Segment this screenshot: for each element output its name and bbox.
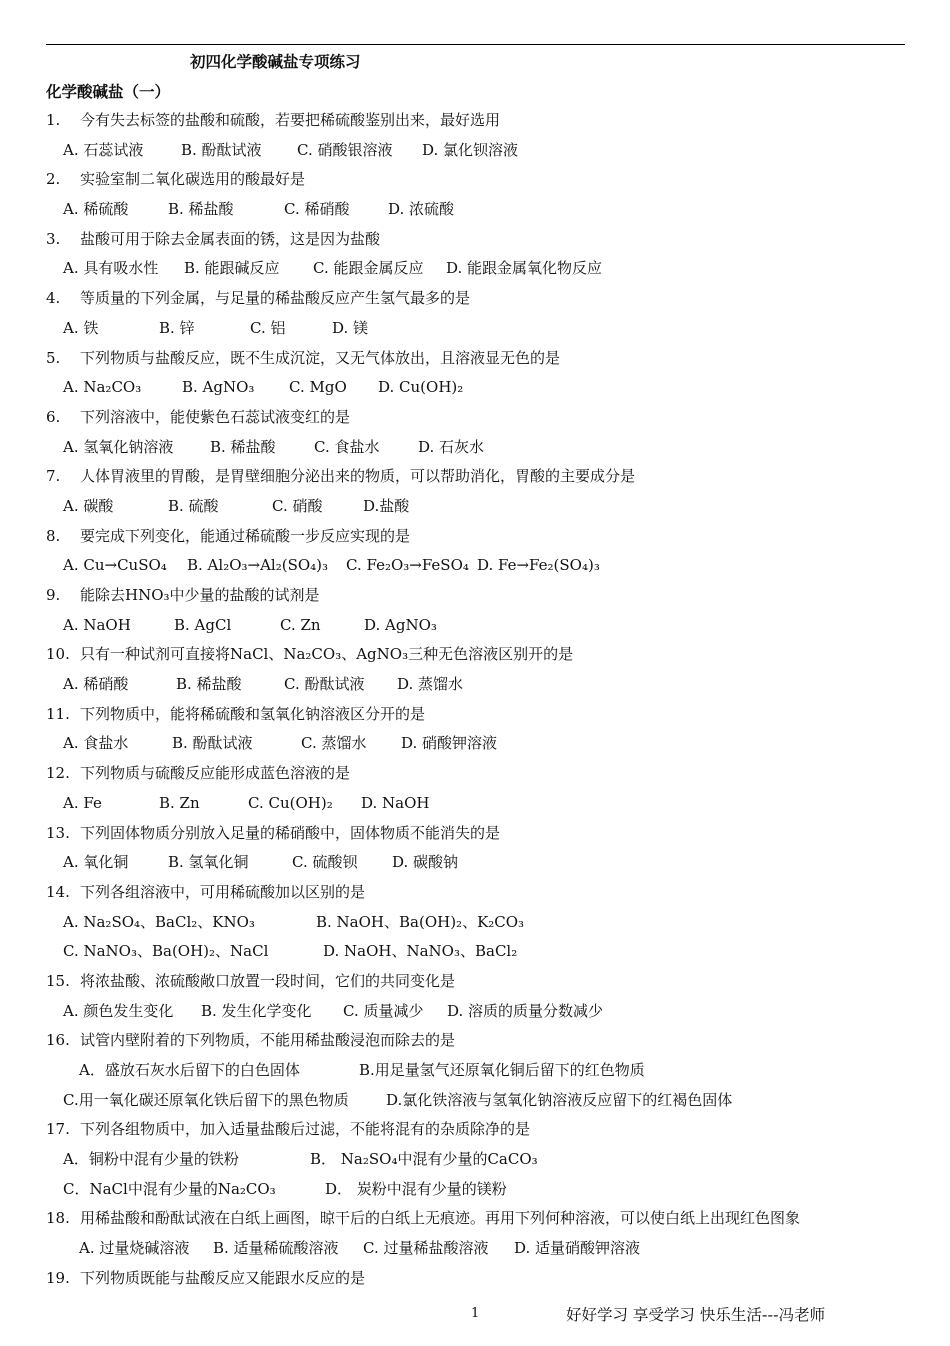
answer-option: D.氯化铁溶液与氢氧化钠溶液反应留下的红褐色固体	[386, 1090, 733, 1109]
answer-option: D. 蒸馏水	[397, 675, 464, 694]
answer-option: B. 锌	[159, 318, 195, 337]
option-row	[46, 433, 916, 463]
question-stem	[46, 462, 916, 492]
question-text: 下列各组溶液中，可用稀硫酸加以区别的是	[80, 882, 366, 901]
question-number: 2.	[46, 170, 61, 189]
answer-option: B. 酚酞试液	[172, 734, 253, 753]
answer-option: A. Fe	[63, 793, 102, 812]
answer-option: B.用足量氢气还原氧化铜后留下的红色物质	[359, 1061, 645, 1079]
answer-option: C. Cu(OH)₂	[248, 793, 333, 812]
answer-option: C. 食盐水	[314, 437, 380, 456]
question-stem	[46, 581, 916, 611]
question-stem	[46, 522, 916, 552]
question-text: 要完成下列变化，能通过稀硫酸一步反应实现的是	[80, 526, 411, 545]
option-row	[46, 611, 916, 641]
option-row	[46, 848, 916, 878]
answer-option: A．盛放石灰水后留下的白色固体	[79, 1061, 300, 1079]
question-text: 能除去HNO₃中少量的盐酸的试剂是	[80, 586, 320, 604]
answer-option: C. 酚酞试液	[284, 675, 365, 694]
question-number: 4.	[46, 289, 61, 308]
answer-option: D. 石灰水	[418, 437, 485, 456]
answer-option: D. 氯化钡溶液	[422, 140, 519, 159]
answer-option: B. Zn	[159, 793, 200, 812]
answer-option: A. 氧化铜	[63, 853, 129, 872]
question-text: 下列溶液中，能使紫色石蕊试液变红的是	[80, 407, 351, 426]
question-stem	[46, 1026, 916, 1056]
option-row	[46, 729, 916, 759]
answer-option: C. 硝酸银溶液	[297, 140, 393, 159]
question-stem	[46, 640, 916, 670]
question-text: 下列各组物质中，加入适量盐酸后过滤，不能将混有的杂质除净的是	[80, 1120, 531, 1139]
answer-option: C.用一氧化碳还原氧化铁后留下的黑色物质	[63, 1090, 349, 1109]
question-stem	[46, 878, 916, 908]
option-row	[46, 1175, 916, 1205]
question-number: 14.	[46, 882, 70, 901]
header-rule	[46, 44, 905, 45]
answer-option: A. 食盐水	[63, 734, 129, 753]
question-stem	[46, 967, 916, 997]
answer-option: A. 过量烧碱溶液	[79, 1239, 190, 1258]
answer-option: A. 稀硫酸	[63, 200, 129, 219]
option-row	[46, 136, 916, 166]
question-number: 1.	[46, 111, 61, 129]
answer-option: C. 铝	[250, 318, 286, 337]
question-text: 今有失去标签的盐酸和硫酸，若要把稀硫酸鉴别出来，最好选用	[80, 111, 501, 129]
page-title: 初四化学酸碱盐专项练习	[190, 52, 361, 71]
answer-option: B. Al₂O₃→Al₂(SO₄)₃	[187, 556, 329, 575]
question-text: 下列物质既能与盐酸反应又能跟水反应的是	[80, 1268, 366, 1287]
answer-option: B. 发生化学变化	[201, 1001, 312, 1020]
question-text: 实验室制二氧化碳选用的酸最好是	[80, 170, 306, 189]
answer-option: A. 碳酸	[63, 496, 114, 515]
question-text: 盐酸可用于除去金属表面的锈，这是因为盐酸	[80, 229, 381, 248]
option-row	[46, 1086, 916, 1116]
answer-option: D. 溶质的质量分数减少	[447, 1001, 604, 1020]
question-stem	[46, 1264, 916, 1294]
question-number: 5.	[46, 348, 61, 367]
question-text: 只有一种试剂可直接将NaCl、Na₂CO₃、AgNO₃三种无色溶液区别开的是	[80, 645, 574, 664]
answer-option: C. 能跟金属反应	[313, 259, 424, 278]
question-number: 13.	[46, 823, 70, 842]
option-row	[46, 1056, 916, 1086]
answer-option: C. MgO	[289, 378, 347, 397]
question-text: 下列物质与盐酸反应，既不生成沉淀，又无气体放出，且溶液显无色的是	[80, 348, 561, 367]
answer-option: D.盐酸	[363, 496, 410, 515]
question-stem	[46, 344, 916, 374]
question-text: 人体胃液里的胃酸，是胃壁细胞分泌出来的物质，可以帮助消化，胃酸的主要成分是	[80, 467, 636, 486]
answer-option: A．铜粉中混有少量的铁粉	[63, 1150, 239, 1169]
answer-option: D. Fe→Fe₂(SO₄)₃	[477, 556, 600, 575]
question-number: 9.	[46, 586, 61, 604]
answer-option: D. NaOH、NaNO₃、BaCl₂	[323, 942, 518, 961]
question-stem	[46, 225, 916, 255]
option-row	[46, 908, 916, 938]
question-stem	[46, 106, 916, 136]
answer-option: B. 能跟碱反应	[184, 259, 280, 278]
answer-option: C. 过量稀盐酸溶液	[363, 1239, 489, 1258]
answer-option: B. 稀盐酸	[168, 200, 234, 219]
answer-option: A. Cu→CuSO₄	[63, 556, 167, 575]
question-text: 下列物质中，能将稀硫酸和氢氧化钠溶液区分开的是	[80, 704, 426, 723]
answer-option: C. Fe₂O₃→FeSO₄	[346, 556, 469, 575]
question-text: 下列固体物质分别放入足量的稀硝酸中，固体物质不能消失的是	[80, 823, 501, 842]
answer-option: C. 硝酸	[272, 496, 323, 515]
answer-option: D. 镁	[332, 318, 369, 337]
answer-option: B. AgCl	[174, 615, 232, 634]
question-text: 将浓盐酸、浓硫酸敞口放置一段时间，它们的共同变化是	[80, 971, 456, 990]
question-number: 10.	[46, 645, 70, 664]
answer-option: B. 酚酞试液	[181, 140, 262, 159]
question-number: 18.	[46, 1209, 70, 1228]
question-number: 3.	[46, 229, 61, 248]
question-stem	[46, 1115, 916, 1145]
question-stem	[46, 700, 916, 730]
option-row	[46, 254, 916, 284]
question-text: 下列物质与硫酸反应能形成蓝色溶液的是	[80, 764, 351, 783]
question-number: 16.	[46, 1031, 70, 1050]
answer-option: B. NaOH、Ba(OH)₂、K₂CO₃	[316, 912, 525, 931]
question-number: 12.	[46, 764, 70, 783]
option-row	[46, 789, 916, 819]
question-list	[46, 106, 916, 1294]
answer-option: A. 铁	[63, 318, 99, 337]
answer-option: D. 能跟金属氧化物反应	[446, 259, 603, 278]
answer-option: B. 稀盐酸	[176, 675, 242, 694]
answer-option: B. AgNO₃	[182, 378, 255, 397]
question-number: 11.	[46, 704, 70, 723]
option-row	[46, 1145, 916, 1175]
question-number: 17.	[46, 1120, 70, 1139]
footer-motto: 好好学习 享受学习 快乐生活---冯老师	[566, 1306, 826, 1324]
answer-option: D. AgNO₃	[364, 615, 437, 634]
option-row	[46, 195, 916, 225]
answer-option: C. 硫酸钡	[292, 853, 358, 872]
answer-option: A. 石蕊试液	[63, 140, 144, 159]
question-stem	[46, 165, 916, 195]
question-stem	[46, 819, 916, 849]
answer-option: B. 适量稀硫酸溶液	[213, 1239, 339, 1258]
answer-option: B. 硫酸	[168, 496, 219, 515]
answer-option: A. Na₂CO₃	[63, 378, 142, 397]
section-heading: 化学酸碱盐（一）	[46, 82, 171, 101]
question-stem	[46, 403, 916, 433]
question-stem	[46, 284, 916, 314]
page-number: 1	[471, 1306, 480, 1321]
answer-option: D. 适量硝酸钾溶液	[514, 1239, 641, 1258]
answer-option: D． 炭粉中混有少量的镁粉	[325, 1179, 507, 1198]
answer-option: D. 碳酸钠	[392, 853, 459, 872]
answer-option: A. NaOH	[63, 615, 131, 634]
answer-option: D. 浓硫酸	[388, 200, 455, 219]
question-stem	[46, 759, 916, 789]
question-text: 试管内壁附着的下列物质，不能用稀盐酸浸泡而除去的是	[80, 1031, 456, 1050]
answer-option: C．NaCl中混有少量的Na₂CO₃	[63, 1179, 276, 1198]
answer-option: C. 稀硝酸	[284, 200, 350, 219]
answer-option: C. Zn	[280, 615, 321, 634]
answer-option: D. 硝酸钾溶液	[401, 734, 498, 753]
option-row	[46, 937, 916, 967]
question-number: 8.	[46, 526, 61, 545]
question-number: 7.	[46, 467, 61, 486]
answer-option: D. Cu(OH)₂	[378, 378, 464, 397]
answer-option: A. 具有吸水性	[63, 259, 159, 278]
option-row	[46, 670, 916, 700]
answer-option: C. 蒸馏水	[301, 734, 367, 753]
option-row	[46, 492, 916, 522]
answer-option: A. Na₂SO₄、BaCl₂、KNO₃	[63, 912, 255, 931]
answer-option: B. 稀盐酸	[210, 437, 276, 456]
option-row	[46, 551, 916, 581]
option-row	[46, 373, 916, 403]
question-number: 19.	[46, 1268, 70, 1287]
answer-option: A. 稀硝酸	[63, 675, 129, 694]
question-text: 用稀盐酸和酚酞试液在白纸上画图，晾干后的白纸上无痕迹。再用下列何种溶液，可以使白纸上出现红色图象	[80, 1209, 801, 1228]
question-stem	[46, 1204, 916, 1234]
option-row	[46, 1234, 916, 1264]
answer-option: C. 质量减少	[343, 1001, 424, 1020]
answer-option: D. NaOH	[361, 793, 430, 812]
answer-option: C. NaNO₃、Ba(OH)₂、NaCl	[63, 942, 269, 961]
answer-option: B． Na₂SO₄中混有少量的CaCO₃	[310, 1150, 538, 1169]
answer-option: B. 氢氧化铜	[168, 853, 249, 872]
option-row	[46, 314, 916, 344]
question-number: 6.	[46, 407, 61, 426]
answer-option: A. 颜色发生变化	[63, 1001, 174, 1020]
question-text: 等质量的下列金属，与足量的稀盐酸反应产生氢气最多的是	[80, 289, 471, 308]
question-number: 15.	[46, 971, 70, 990]
option-row	[46, 997, 916, 1027]
answer-option: A. 氢氧化钠溶液	[63, 437, 174, 456]
